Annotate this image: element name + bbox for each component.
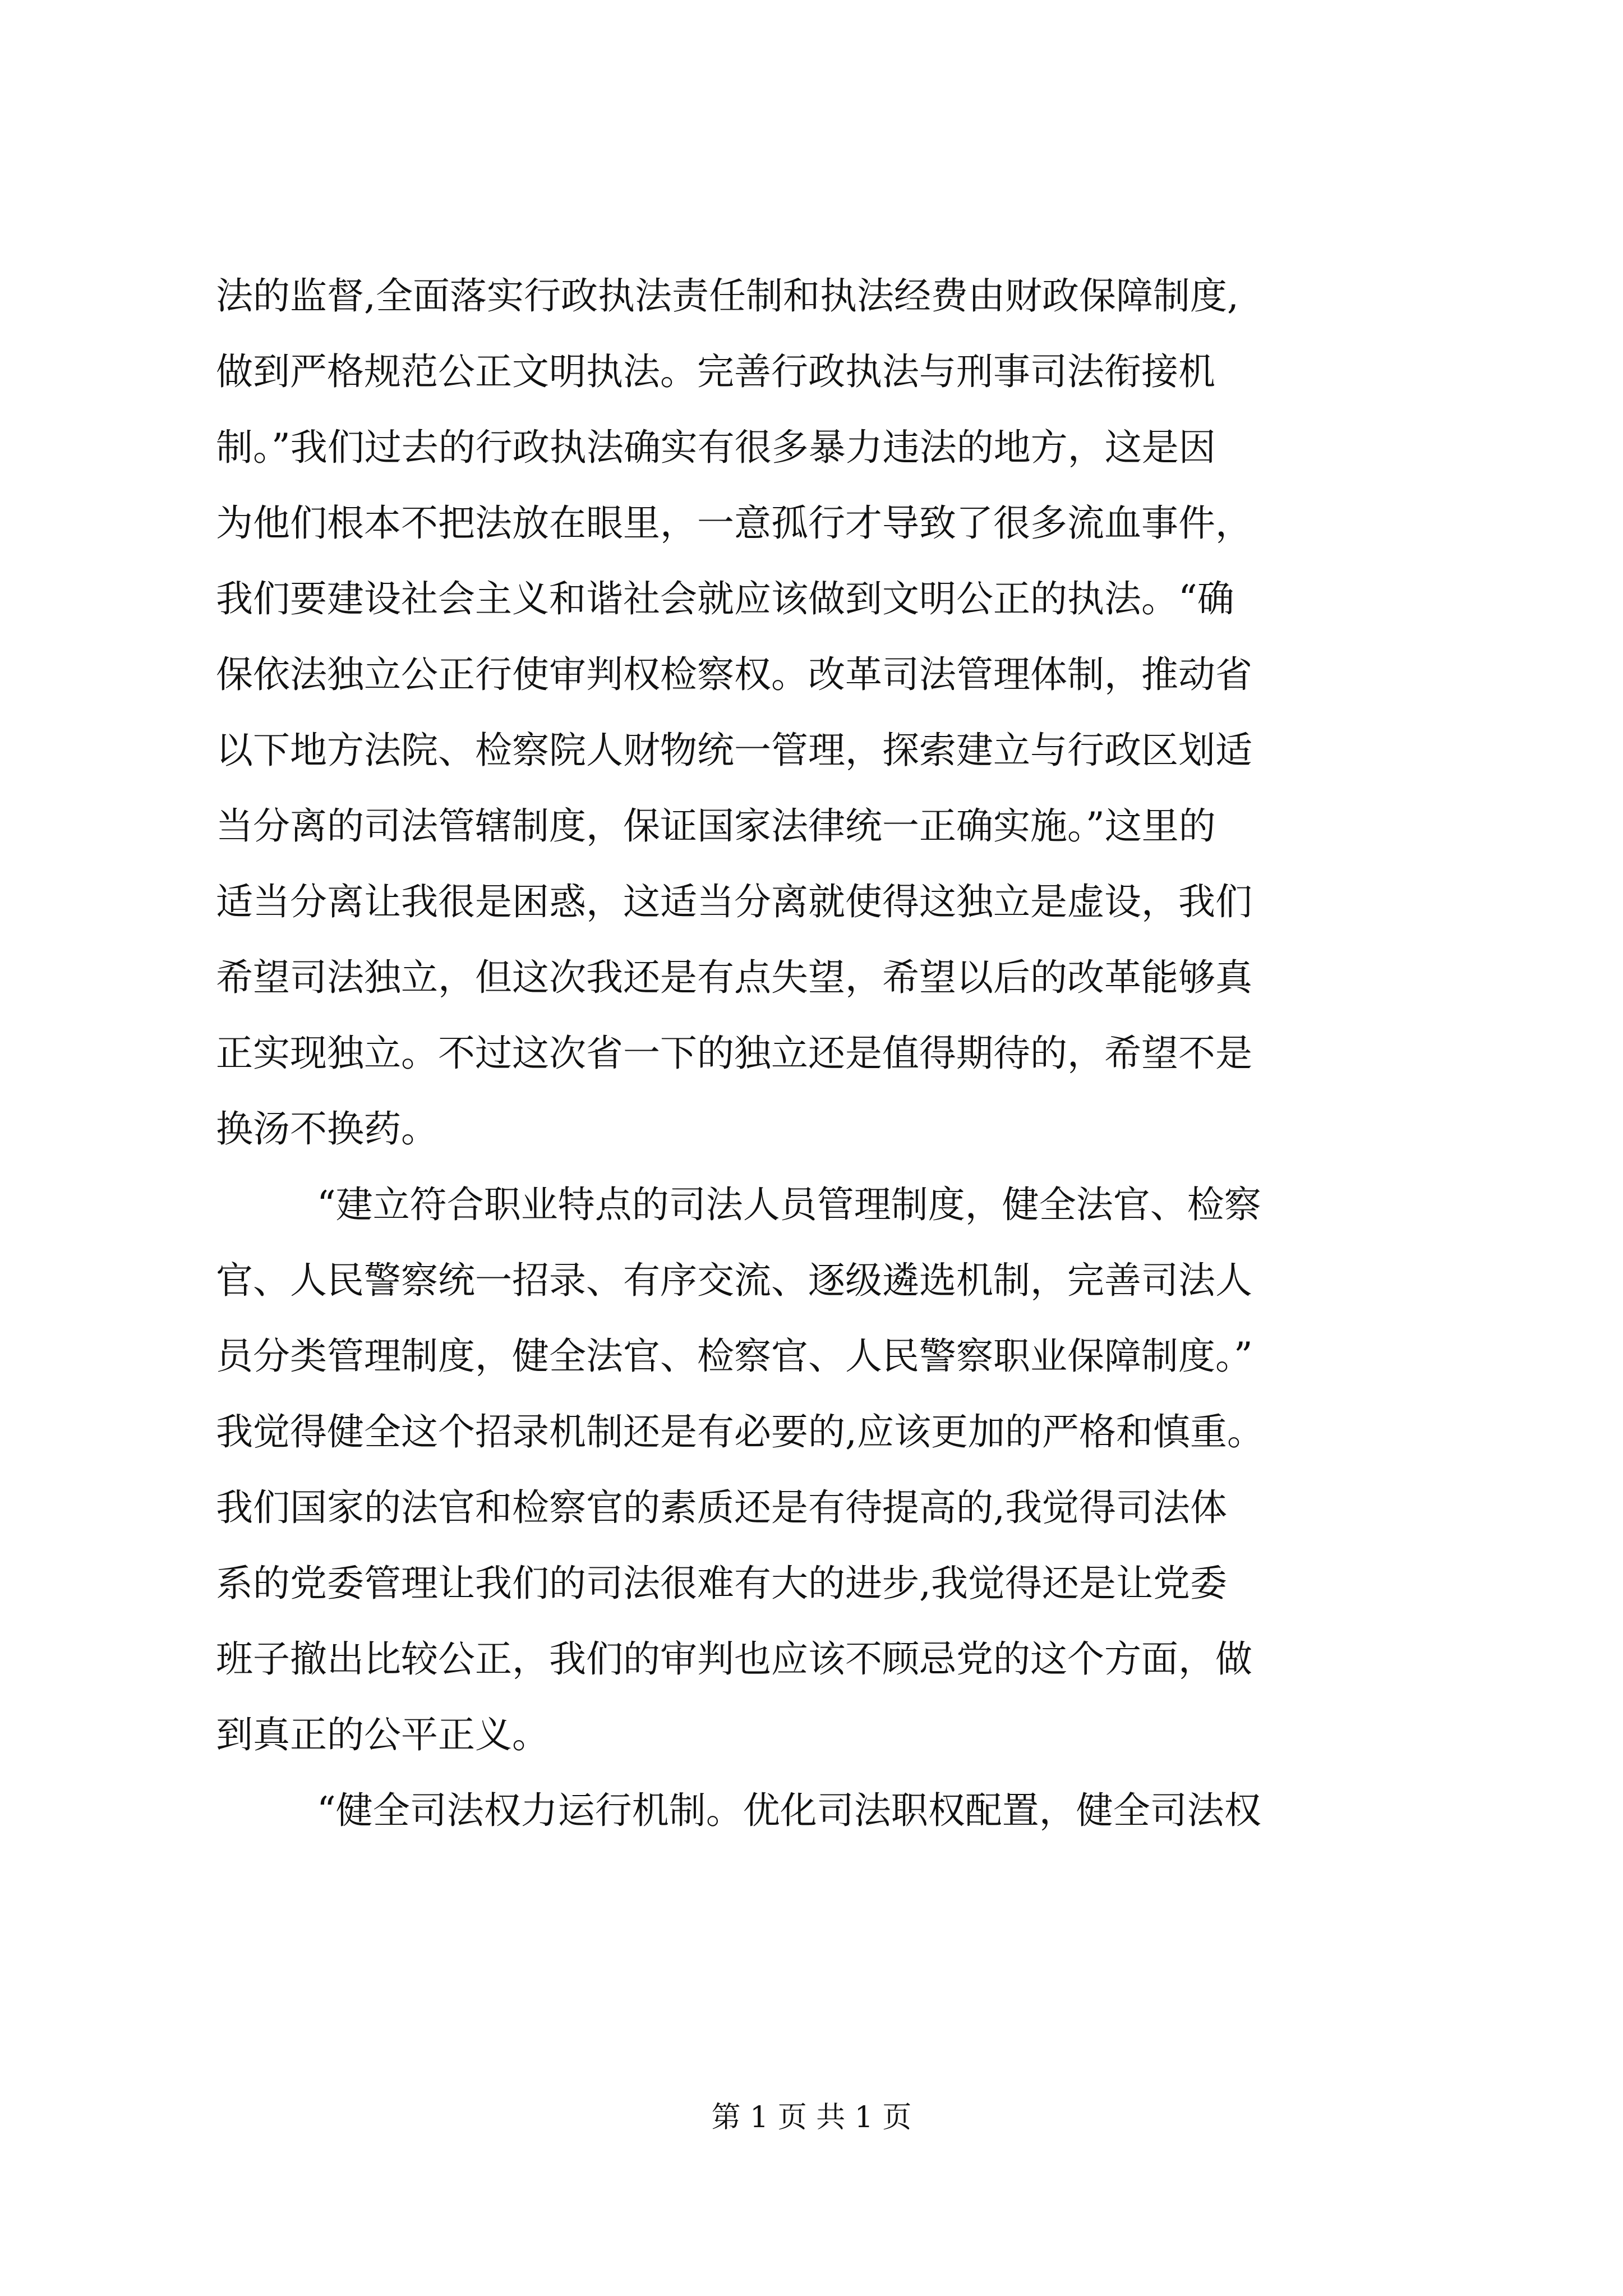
text-line: 当分离的司法管辖制度，保证国家法律统一正确实施。”这里的: [216, 804, 1216, 848]
text-line: 希望司法独立，但这次我还是有点失望，希望以后的改革能够真: [216, 956, 1252, 999]
text-line: 制。”我们过去的行政执法确实有很多暴力违法的地方，这是因: [216, 426, 1216, 469]
text-line: 法的监督,全面落实行政执法责任制和执法经费由财政保障制度,: [216, 274, 1239, 318]
text-line: 我们要建设社会主义和谐社会就应该做到文明公正的执法。“确: [216, 577, 1234, 620]
text-line: 系的党委管理让我们的司法很难有大的进步,我觉得还是让党委: [216, 1562, 1227, 1605]
text-line: 适当分离让我很是困惑，这适当分离就使得这独立是虚设，我们: [216, 880, 1252, 923]
page-footer: 第 1 页 共 1 页: [711, 2101, 912, 2134]
text-line: 做到严格规范公正文明执法。完善行政执法与刑事司法衔接机: [216, 350, 1215, 393]
text-line: 保依法独立公正行使审判权检察权。改革司法管理体制，推动省: [216, 653, 1252, 696]
text-line: 正实现独立。不过这次省一下的独立还是值得期待的，希望不是: [216, 1032, 1252, 1075]
text-line: 班子撤出比较公正，我们的审判也应该不顾忌党的这个方面，做: [216, 1637, 1252, 1681]
paragraph-start-line: “健全司法权力运行机制。优化司法职权配置，健全司法权: [317, 1789, 1261, 1832]
paragraph-start-line: “建立符合职业特点的司法人员管理制度，健全法官、检察: [317, 1183, 1261, 1226]
text-line: 我们国家的法官和检察官的素质还是有待提高的,我觉得司法体: [216, 1486, 1227, 1529]
text-line: 换汤不换药。: [216, 1107, 438, 1151]
text-line: 以下地方法院、检察院人财物统一管理，探索建立与行政区划适: [216, 729, 1252, 772]
document-body: [216, 258, 1458, 1848]
text-line: 员分类管理制度，健全法官、检察官、人民警察职业保障制度。”: [216, 1335, 1253, 1378]
text-line: 我觉得健全这个招录机制还是有必要的,应该更加的严格和慎重。: [216, 1410, 1264, 1453]
text-line: 官、人民警察统一招录、有序交流、逐级遴选机制，完善司法人: [216, 1259, 1252, 1302]
text-line: 到真正的公平正义。: [216, 1713, 549, 1756]
text-line: 为他们根本不把法放在眼里，一意孤行才导致了很多流血事件，: [216, 501, 1252, 545]
